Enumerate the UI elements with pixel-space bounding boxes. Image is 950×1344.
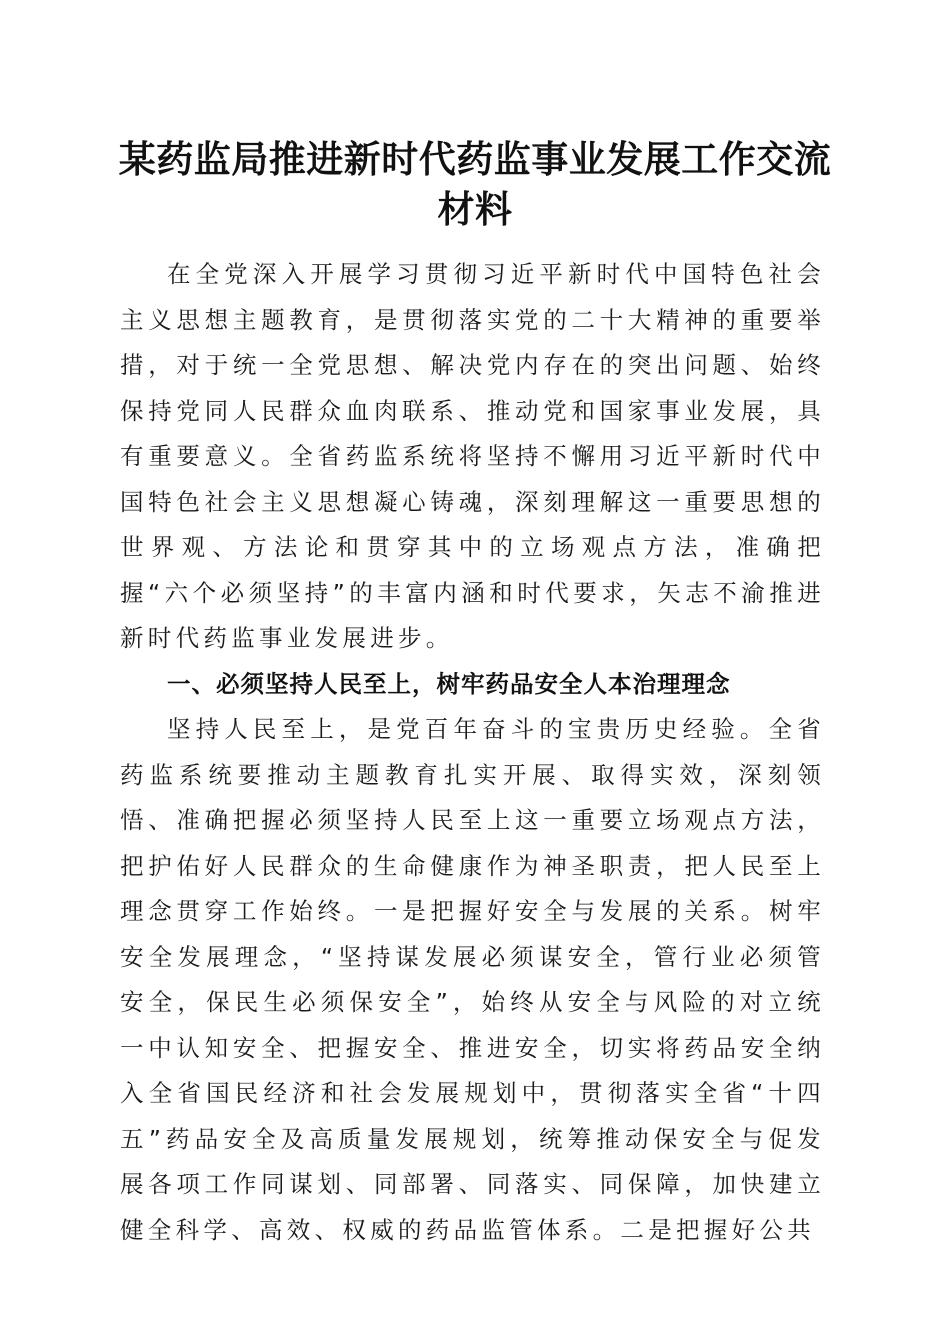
intro-paragraph: 在全党深入开展学习贯彻习近平新时代中国特色社会主义思想主题教育，是贯彻落实党的二十大精神的重要举措，对于统一全党思想、解决党内存在的突出问题、始终保持党同人民群众血肉联系、推动党和国家事业发展，具有重要意义。全省药监系统将坚持不懈用习近平新时代中国特色社会主义思想凝心铸魂，深刻理解这一重要思想的世界观、方法论和贯穿其中的立场观点方法，准确把握“六个必须坚持”的丰富内涵和时代要求，矢志不渝推进新时代药监事业发展进步。: [120, 260, 825, 652]
section-heading: 一、必须坚持人民至上，树牢药品安全人本治理理念: [167, 669, 731, 698]
document-body: [120, 252, 825, 1253]
section-paragraph: 坚持人民至上，是党百年奋斗的宝贵历史经验。全省药监系统要推动主题教育扎实开展、取得实效，深刻领悟、准确把握必须坚持人民至上这一重要立场观点方法，把护佑好人民群众的生命健康作为神圣职责，把人民至上理念贯穿工作始终。一是把握好安全与发展的关系。树牢安全发展理念，“坚持谋发展必须谋安全，管行业必须管安全，保民生必须保安全”，始终从安全与风险的对立统一中认知安全、把握安全、推进安全，切实将药品安全纳入全省国民经济和社会发展规划中，贯彻落实全省“十四五”药品安全及高质量发展规划，统筹推动保安全与促发展各项工作同谋划、同部署、同落实、同保障，加快建立健全科学、高效、权威的药品监管体系。二是把握好公共: [120, 715, 825, 1244]
document-title: 某药监局推进新时代药监事业发展工作交流材料: [118, 137, 832, 231]
